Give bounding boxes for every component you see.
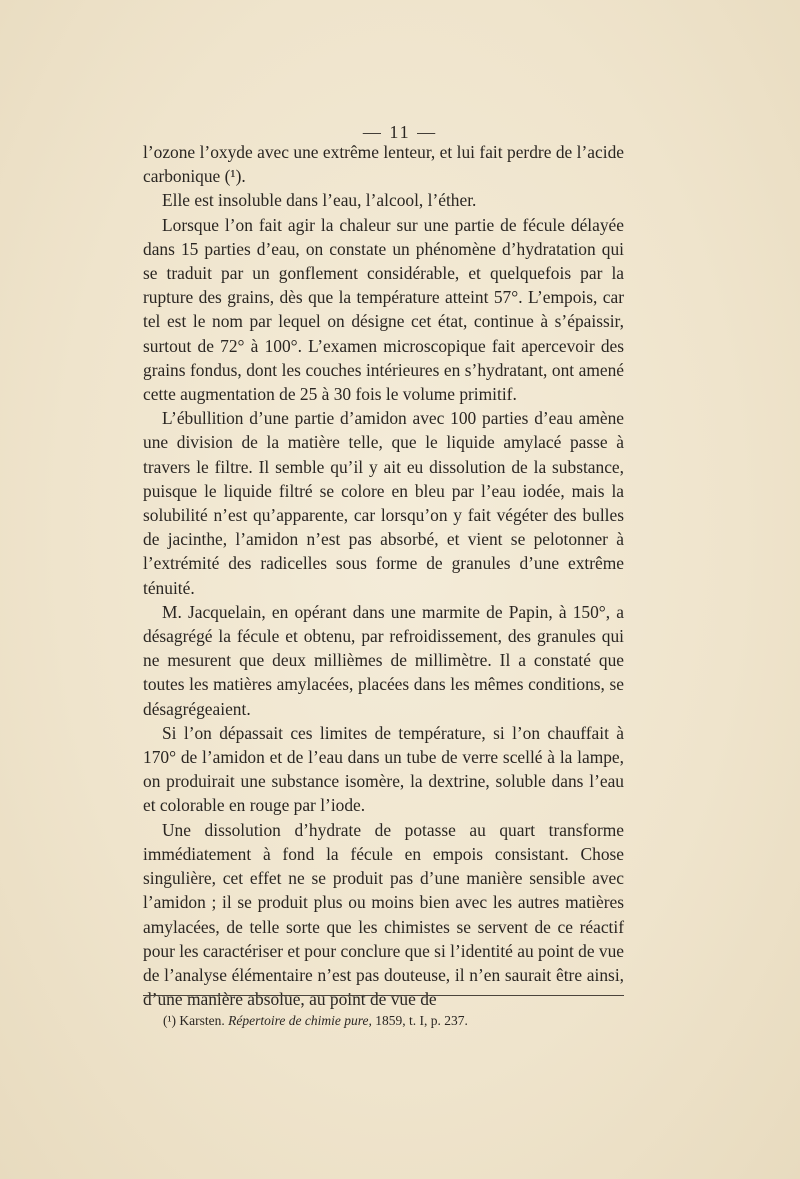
paragraph-boiling: L’ébullition d’une partie d’amidon avec 100 parties d’eau amène une division de la matière telle, que le liquide amylacé passe à travers le filtre. Il semble qu’il y ait eu dissolution de la substance, puisque le liquide filtré se colore en bleu par l’eau iodée, mais la solubilité n’est qu’apparente, car lorsqu’on y fait végéter des bulles de jacinthe, l’amidon n’est pas absorbé, et vient se pelotonner à l’extrémité des radicelles sous forme de granules d’une extrême ténuité. [143, 408, 624, 598]
paragraph-dextrine: Si l’on dépassait ces limites de température, si l’on chauffait à 170° de l’amidon et de l’eau dans un tube de verre scellé à la lampe, on produirait une substance isomère, la dextrine, soluble dans l’eau et colorable en rouge par l’iode. [143, 722, 624, 816]
paragraph-jacquelain: M. Jacquelain, en opérant dans une marmite de Papin, à 150°, a désagrégé la fécule et obtenu, par refroidissement, des granules qui ne mesurent que deux millièmes de millimètre. Il a constaté que toutes les matières amylacées, placées dans les mêmes conditions, se désagrégeaient. [143, 601, 624, 719]
paragraph-heating: Lorsque l’on fait agir la chaleur sur une partie de fécule délayée dans 15 parties d’eau, on constate un phénomène d’hydratation qui se traduit par un gonflement considérable, et quelquefois par la rupture des grains, dès que la température atteint 57°. L’empois, car tel est le nom par lequel on désigne cet état, continue à s’épaissir, surtout de 72° à 100°. L’examen microscopique fait apercevoir des grains fondus, dont les couches intérieures en s’hydratant, ont amené cette augmentation de 25 à 30 fois le volume primitif. [143, 214, 624, 405]
paragraph-insolubility: Elle est insoluble dans l’eau, l’alcool, l’éther. [162, 190, 477, 211]
paragraph-continuation: l’ozone l’oxyde avec une extrême lenteur, et lui fait perdre de l’acide carbonique (¹). [143, 142, 624, 187]
page-number: — 11 — [362, 122, 438, 142]
footnote-details: 1859, t. I, p. 237. [375, 1013, 468, 1028]
footnote-divider [143, 995, 624, 996]
paragraph-potash: Une dissolution d’hydrate de potasse au quart transforme immédiatement à fond la fécule en empois consistant. Chose singulière, cet effet ne se produit pas d’une manière sensible avec l’amidon ; il se produit plus ou moins bien avec les autres matières amylacées, de telle sorte que les chimistes se servent de ce réactif pour les caractériser et pour conclure que si l’identité au point de vue de l’analyse élémentaire n’est pas douteuse, il n’en saurait être ainsi, d’une manière absolue, au point de vue de [143, 819, 624, 1010]
footnote-title: Répertoire de chimie pure, [228, 1013, 372, 1028]
footnote-marker: (¹) [163, 1013, 177, 1028]
footnote [163, 1012, 623, 1030]
footnote-author: Karsten. [179, 1013, 225, 1028]
body-text [143, 140, 624, 1011]
